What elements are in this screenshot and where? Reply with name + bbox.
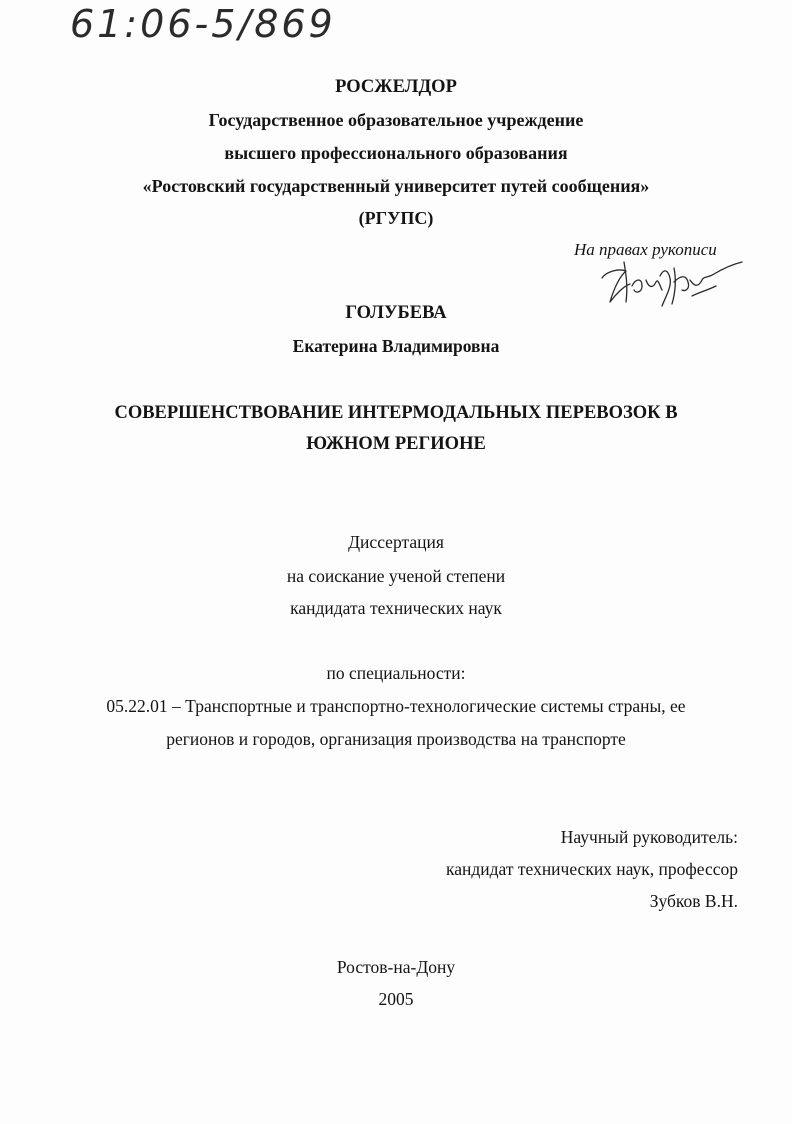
author-given-names: Екатерина Владимировна <box>292 336 500 356</box>
document-type: Диссертация <box>348 532 444 552</box>
dissertation-title-line-1: СОВЕРШЕНСТВОВАНИЕ ИНТЕРМОДАЛЬНЫХ ПЕРЕВОЗОК В <box>114 403 678 423</box>
archive-number-handwritten: 61:06-5/869 <box>70 2 336 46</box>
author-surname: ГОЛУБЕВА <box>345 303 447 323</box>
institution-line-2: высшего профессионального образования <box>224 143 568 163</box>
specialty-line-2: регионов и городов, организация производства на транспорте <box>166 729 626 749</box>
university-name: «Ростовский государственный университет путей сообщения» <box>142 176 650 196</box>
supervisor-name: Зубков В.Н. <box>649 891 738 911</box>
degree-name: кандидата технических наук <box>290 598 502 618</box>
institution-line-1: Государственное образовательное учреждение <box>208 110 584 130</box>
specialty-label: по специальности: <box>326 663 466 683</box>
manuscript-note: На правах рукописи <box>574 240 717 259</box>
city: Ростов-на-Дону <box>336 957 456 977</box>
specialty-line-1: 05.22.01 – Транспортные и транспортно-технологические системы страны, ее <box>106 696 686 716</box>
supervisor-label: Научный руководитель: <box>560 827 738 847</box>
dissertation-title-line-2: ЮЖНОМ РЕГИОНЕ <box>306 434 486 454</box>
year: 2005 <box>378 989 414 1009</box>
university-abbreviation: (РГУПС) <box>358 208 434 228</box>
org-name: РОСЖЕЛДОР <box>335 77 457 97</box>
supervisor-title: кандидат технических наук, профессор <box>446 859 738 879</box>
degree-purpose: на соискание ученой степени <box>286 566 506 586</box>
